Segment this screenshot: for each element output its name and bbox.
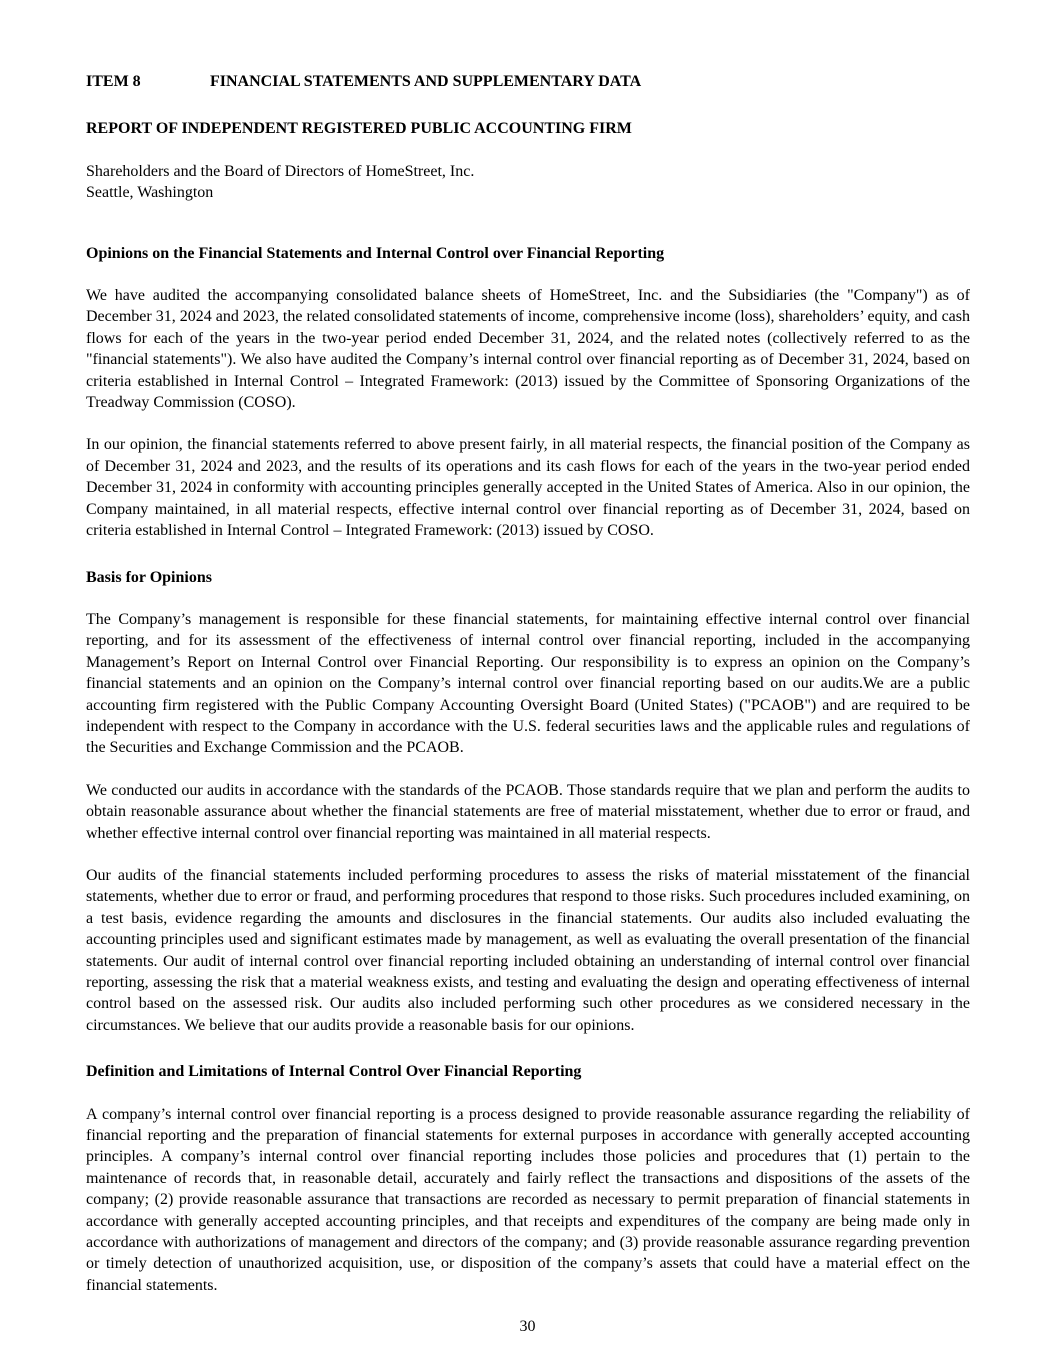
paragraph: The Company’s management is responsible for these financial statements, for maintaining effective internal control over financial reporting, and for its assessment of the effectiveness of internal control over financial reporting, included in the accompanying Management’s Report on Internal Control over Financial Reporting. Our responsibility is to express an opinion on the Company’s financial statements and an opinion on the Company’s internal control over financial reporting based on our audits.We are a public accounting firm registered with the Public Company Accounting Oversight Board (United States) ("PCAOB") and are required to be independent with respect to the Company in accordance with the U.S. federal securities laws and the applicable rules and regulations of the Securities and Exchange Commission and the PCAOB.	[86, 610, 970, 757]
item-title: FINANCIAL STATEMENTS AND SUPPLEMENTARY DATA	[210, 73, 642, 90]
item-heading	[86, 71, 970, 92]
addressee-line-1: Shareholders and the Board of Directors of HomeStreet, Inc.	[86, 162, 475, 180]
paragraph: A company’s internal control over financial reporting is a process designed to provide reasonable assurance regarding the reliability of financial reporting and the preparation of financial statements for external purposes in accordance with generally accepted accounting principles. A company’s internal control over financial reporting includes those policies and procedures that (1) pertain to the maintenance of records that, in reasonable detail, accurately and fairly reflect the transactions and dispositions of the assets of the company; (2) provide reasonable assurance that transactions are recorded as necessary to permit preparation of financial statements in accordance with generally accepted accounting principles, and that receipts and expenditures of the company are being made only in accordance with authorizations of management and directors of the company; and (3) provide reasonable assurance regarding prevention or timely detection of unauthorized acquisition, use, or disposition of the company’s assets that could have a material effect on the financial statements.	[86, 1105, 970, 1294]
item-number: ITEM 8	[86, 73, 141, 90]
paragraph: We have audited the accompanying consolidated balance sheets of HomeStreet, Inc. and the Subsidiaries (the "Company") as of December 31, 2024 and 2023, the related consolidated statements of income, comprehensive income (loss), shareholders’ equity, and cash flows for each of the years in the two-year period ended December 31, 2024, and the related notes (collectively referred to as the "financial statements"). We also have audited the Company’s internal control over financial reporting as of December 31, 2024, based on criteria established in Internal Control – Integrated Framework: (2013) issued by the Committee of Sponsoring Organizations of the Treadway Commission (COSO).	[86, 287, 970, 412]
paragraph: We conducted our audits in accordance with the standards of the PCAOB. Those standards require that we plan and perform the audits to obtain reasonable assurance about whether the financial statements are free of material misstatement, whether due to error or fraud, and whether effective internal control over financial reporting was maintained in all material respects.	[86, 781, 970, 842]
report-title: REPORT OF INDEPENDENT REGISTERED PUBLIC ACCOUNTING FIRM	[86, 120, 632, 138]
paragraph: Our audits of the financial statements included performing procedures to assess the risks of material misstatement of the financial statements, whether due to error or fraud, and performing procedures that respond to those risks. Such procedures included examining, on a test basis, evidence regarding the amounts and disclosures in the financial statements. Our audits also included evaluating the accounting principles used and significant estimates made by management, as well as evaluating the overall presentation of the financial statements. Our audit of internal control over financial reporting included obtaining an understanding of internal control over financial reporting, assessing the risk that a material weakness exists, and testing and evaluating the design and operating effectiveness of internal control based on the assessed risk. Our audits also included performing such other procedures as we considered necessary in the circumstances. We believe that our audits provide a reasonable basis for our opinions.	[86, 866, 970, 1034]
addressee-block	[86, 161, 970, 204]
section-heading-definition: Definition and Limitations of Internal Control Over Financial Reporting	[86, 1063, 582, 1081]
paragraph: In our opinion, the financial statements referred to above present fairly, in all material respects, the financial position of the Company as of December 31, 2024 and 2023, and the results of its operations and its cash flows for each of the years in the two-year period ended December 31, 2024 in conformity with accounting principles generally accepted in the United States of America. Also in our opinion, the Company maintained, in all material respects, effective internal control over financial reporting as of December 31, 2024, based on criteria established in Internal Control – Integrated Framework: (2013) issued by COSO.	[86, 436, 970, 540]
section-heading-opinions: Opinions on the Financial Statements and Internal Control over Financial Reporting	[86, 244, 665, 262]
addressee-line-2: Seattle, Washington	[86, 184, 214, 202]
page-number: 30	[519, 1318, 536, 1335]
section-heading-basis: Basis for Opinions	[86, 568, 212, 586]
